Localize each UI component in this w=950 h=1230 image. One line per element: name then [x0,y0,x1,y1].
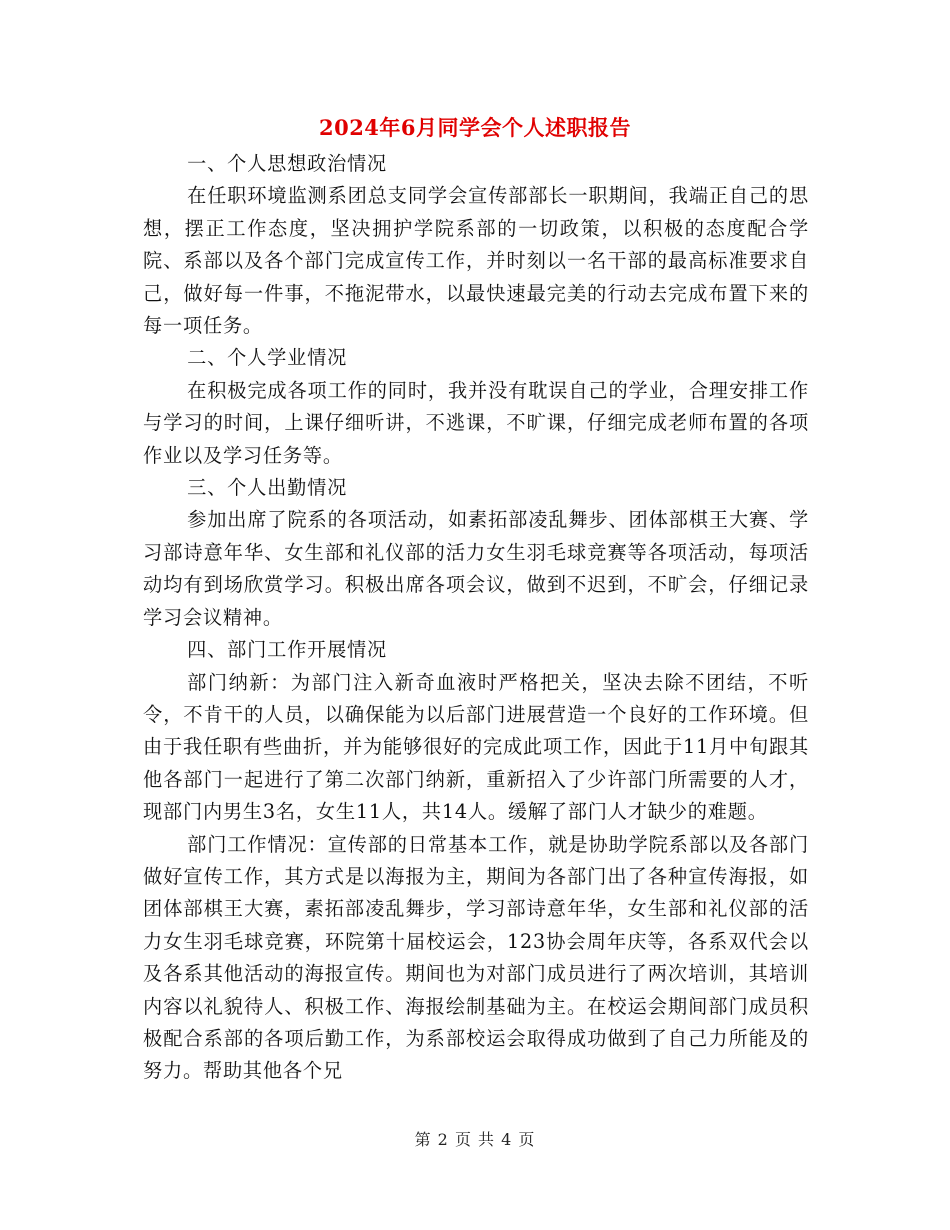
page-footer: 第 2 页 共 4 页 [414,1130,536,1149]
section-heading-2: 二、个人学业情况 [187,346,348,370]
paragraph-5: 部门工作情况：宣传部的日常基本工作，就是协助学院系部以及各部门做好宣传工作，其方式是以海报为主，期间为各部门出了各种宣传海报，如团体部棋王大赛，素拓部凌乱舞步，学习部诗意年华，女生部和礼仪部的活力女生羽毛球竞赛，环院第十届校运会，123协会周年庆等，各系双代会以及各系其他活动的海报宣传。期间也为对部门成员进行了两次培训，其培训内容以礼貌待人、积极工作、海报绘制基础为主。在校运会期间部门成员积极配合系部的各项后勤工作，为系部校运会取得成功做到了自己力所能及的努力。帮助其他各个兄 [143,832,809,1083]
section-heading-1: 一、个人思想政治情况 [187,152,388,175]
paragraph-4: 部门纳新：为部门注入新奇血液时严格把关，坚决去除不团结，不听令，不肯干的人员，以确保能为以后部门进展营造一个良好的工作环境。但由于我任职有些曲折，并为能够很好的完成此项工作，因此于11月中旬跟其他各部门一起进行了第二次部门纳新，重新招入了少许部门所需要的人才，现部门内男生3名，女生11人，共14人。缓解了部门人才缺少的难题。 [143,670,809,824]
paragraph-2: 在积极完成各项工作的同时，我并没有耽误自己的学业，合理安排工作与学习的时间，上课仔细听讲，不逃课，不旷课，仔细完成老师布置的各项作业以及学习任务等。 [143,378,809,467]
paragraph-1: 在任职环境监测系团总支同学会宣传部部长一职期间，我端正自己的思想，摆正工作态度，坚决拥护学院系部的一切政策，以积极的态度配合学院、系部以及各个部门完成宣传工作，并时刻以一名干部的最高标准要求自己，做好每一件事，不拖泥带水，以最快速最完美的行动去完成布置下来的每一项任务。 [143,184,809,338]
section-heading-4: 四、部门工作开展情况 [187,638,388,662]
section-heading-3: 三、个人出勤情况 [187,476,348,500]
document-body [143,148,809,1088]
document-title: 2024年6月同学会个人述职报告 [318,115,632,140]
paragraph-3: 参加出席了院系的各项活动，如素拓部凌乱舞步、团体部棋王大赛、学习部诗意年华、女生部和礼仪部的活力女生羽毛球竞赛等各项活动，每项活动均有到场欣赏学习。积极出席各项会议，做到不迟到，不旷会，仔细记录学习会议精神。 [143,508,809,629]
